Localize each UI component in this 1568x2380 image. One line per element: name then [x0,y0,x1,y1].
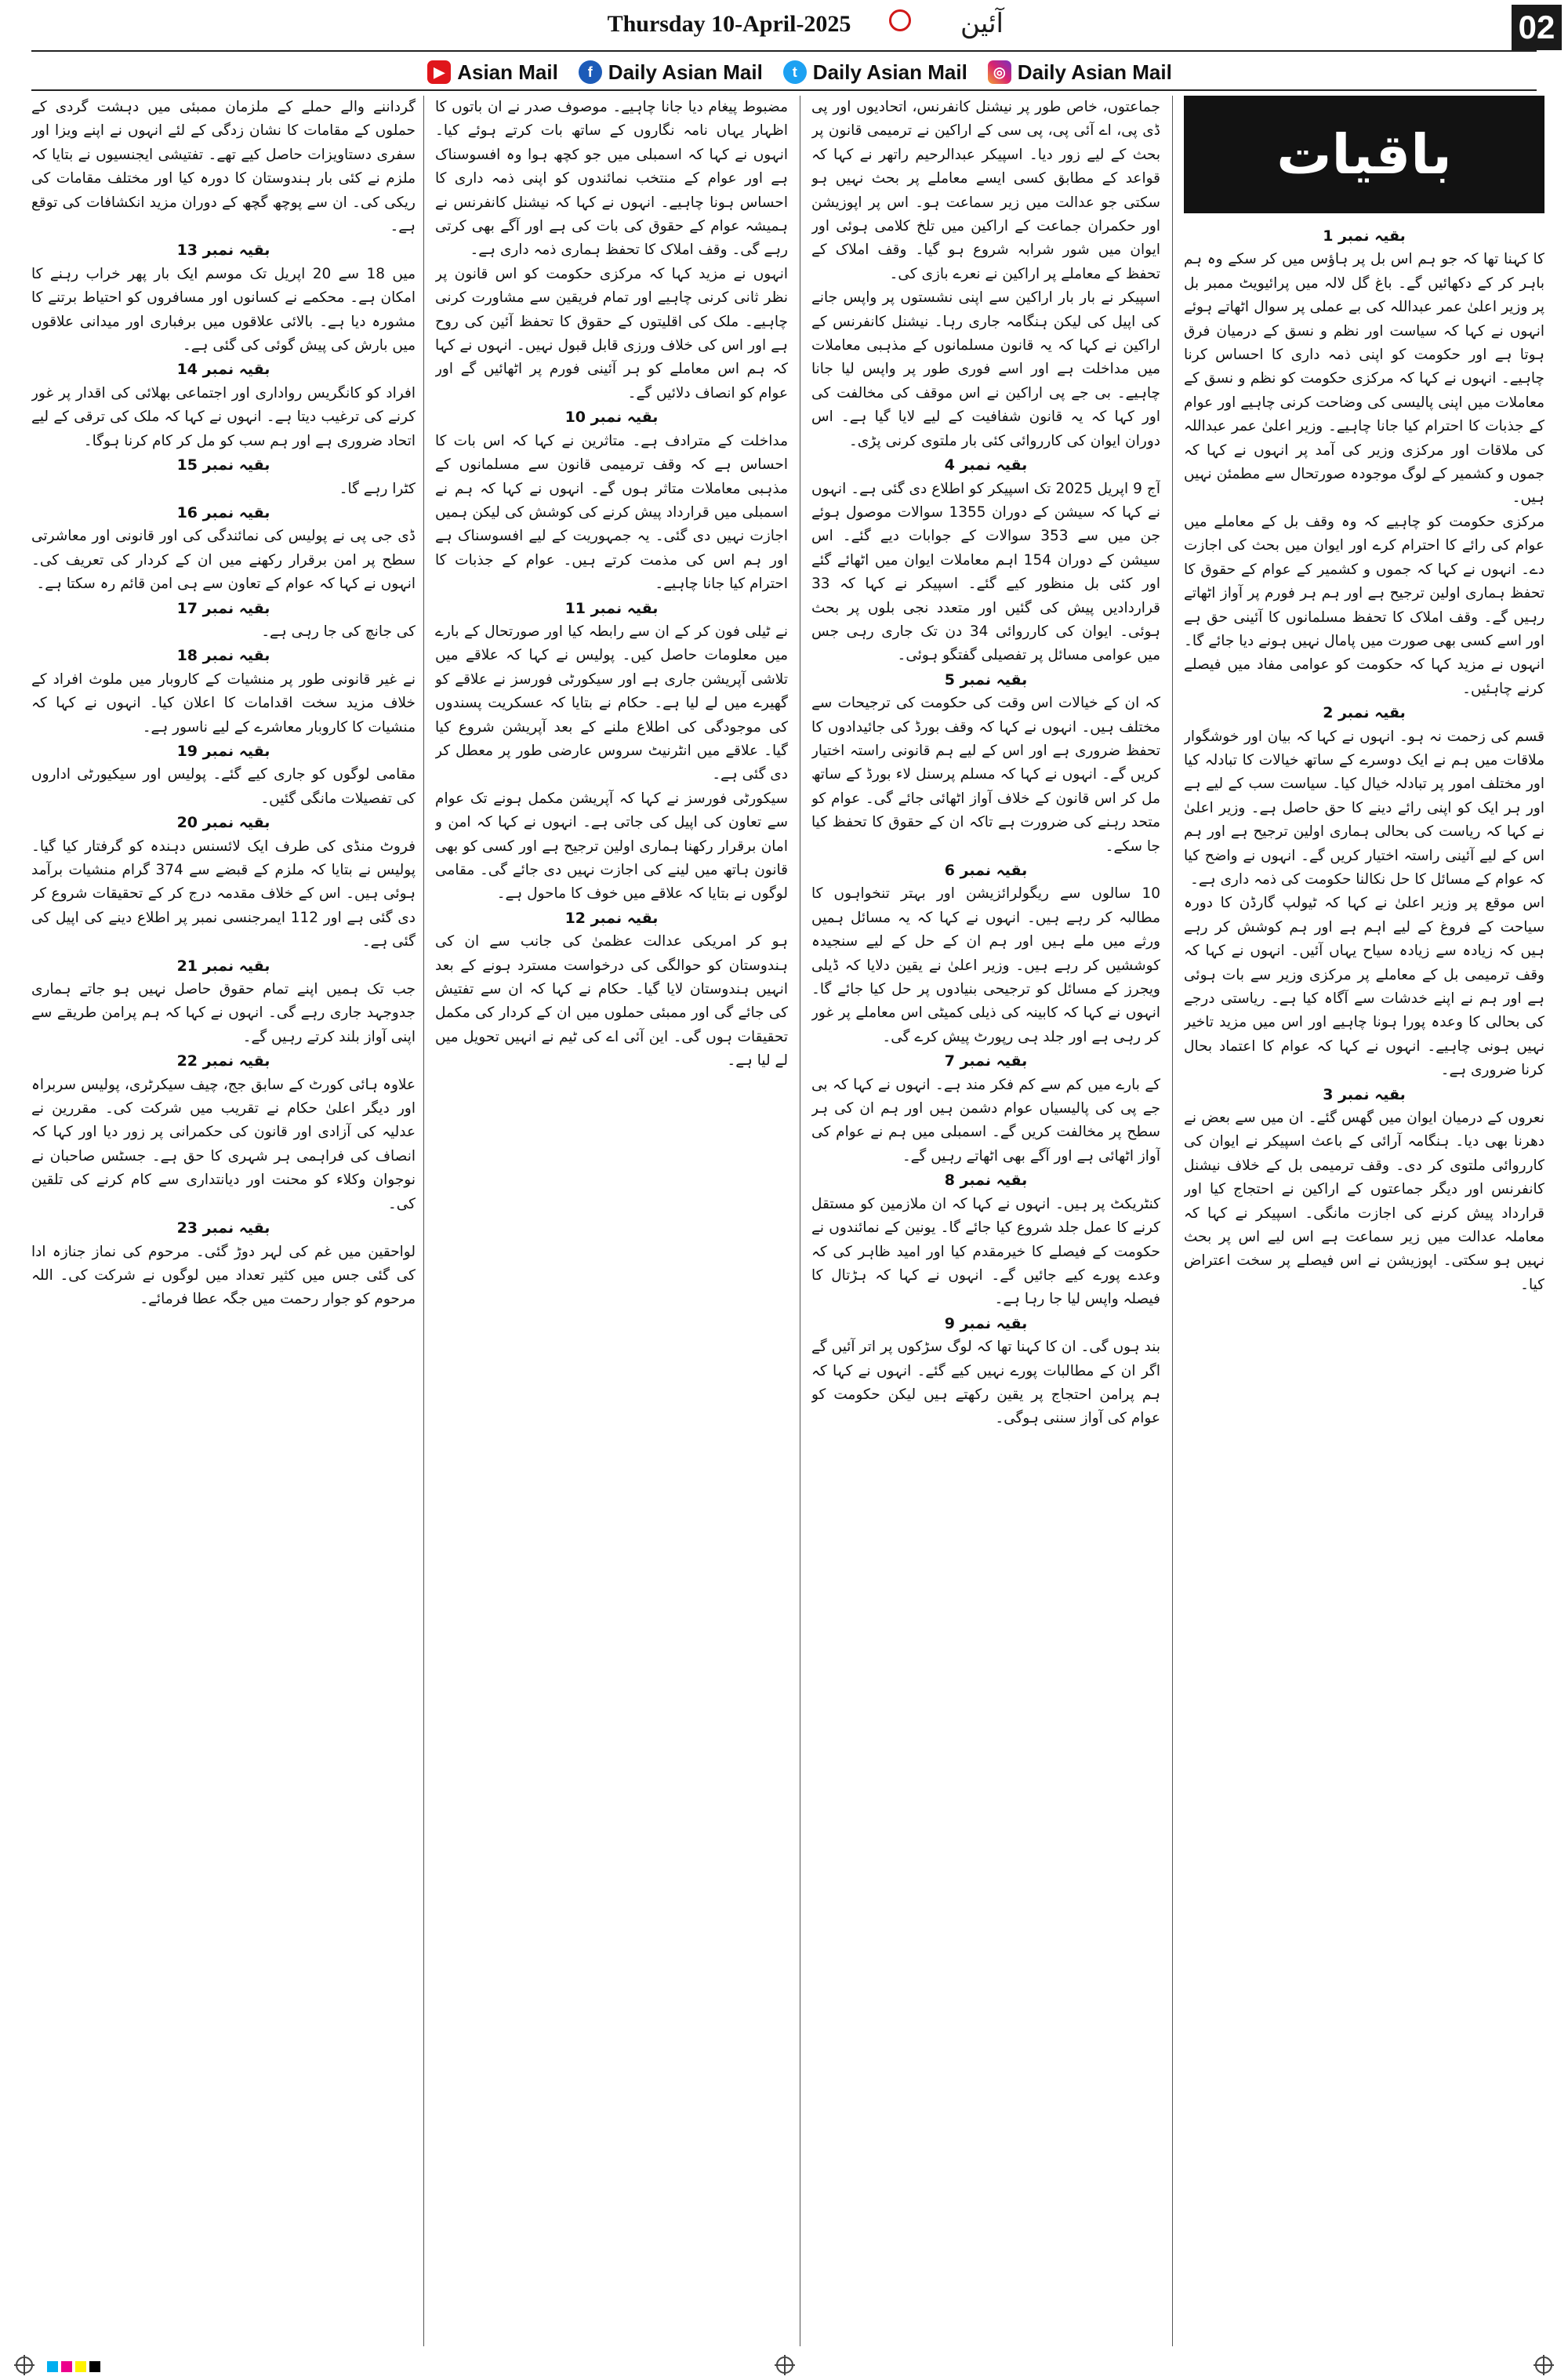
continuation-heading: بقیہ نمبر 5 [944,670,1028,689]
continuation-heading: بقیہ نمبر 17 [176,599,270,617]
column-3 [435,96,788,2346]
logo-text: آئین [960,8,1004,39]
newspaper-logo [870,5,1004,49]
article-paragraph: فروٹ منڈی کی طرف ایک لائسنس دہندہ کو گرفتار کیا گیا۔ پولیس نے بتایا کہ ملزم کے قبضے سے 374 گرام منشیات برآمد ہوئی ہیں۔ اس کے خلاف مقدمہ درج کر کے تحقیقات شروع کر دی گئی ہے اور 112 ایمرجنسی نمبر پر اطلاع دینے کی اپیل کی گئی ہے۔ [31,838,416,950]
social-label: Daily Asian Mail [1017,60,1172,84]
continuation-heading: بقیہ نمبر 11 [564,599,659,617]
article-paragraph: کے بارے میں کم سے کم فکر مند ہے۔ انہوں نے کہا کہ بی جے پی کی پالیسیاں عوام دشمن ہیں اور ہم ان کی ہر سطح پر مخالفت کریں گے۔ اسمبلی میں ہم نے عوام کی آواز اٹھائی ہے اور آگے بھی اٹھاتے رہیں گے۔ [811,1076,1160,1165]
article-paragraph: جماعتوں، خاص طور پر نیشنل کانفرنس، اتحادیوں اور پی ڈی پی، اے آئی پی، پی سی کے اراکین نے ترمیمی قانون پر بحث کے لیے زور دیا۔ اسپیکر عبدالرحیم راتھر نے کہا کہ قواعد کے مطابق کسی ایسے معاملے پر بحث نہیں ہو سکتی جو عدالت میں زیر سماعت ہو۔ اس پر اپوزیشن اور حکمران جماعت کے اراکین میں تلخ کلامی ہوئی اور ایوان میں شور شرابہ شروع ہو گیا۔ وقف املاک کے تحفظ کے معاملے پر اراکین نے نعرے بازی کی۔ [811,99,1160,282]
article-paragraph: لواحقین میں غم کی لہر دوڑ گئی۔ مرحوم کی نماز جنازہ ادا کی گئی جس میں کثیر تعداد میں لوگوں نے شرکت کی۔ اللہ مرحوم کو جوار رحمت میں جگہ عطا فرمائے۔ [31,1243,416,1308]
continuation-heading: بقیہ نمبر 16 [176,503,270,521]
continuation-heading: بقیہ نمبر 14 [176,361,270,379]
social-label: Daily Asian Mail [608,60,763,84]
article-paragraph: نے ٹیلی فون کر کے ان سے رابطہ کیا اور صورتحال کے بارے میں معلومات حاصل کیں۔ پولیس نے کہا کہ علاقے میں تلاشی آپریشن جاری ہے اور سیکورٹی فورسز نے علاقے کو گھیرے میں لے لیا ہے۔ حکام نے بتایا کہ عسکریت پسندوں کی موجودگی کی اطلاع ملنے کے بعد آپریشن شروع کیا گیا۔ علاقے میں انٹرنیٹ سروس عارضی طور پر معطل کر دی گئی ہے۔ [435,623,788,783]
social-instagram[interactable] [988,60,1172,85]
header-rule [31,50,1537,52]
continuation-heading: بقیہ نمبر 13 [176,242,270,260]
continuation-heading: بقیہ نمبر 9 [944,1314,1028,1332]
column-1 [1184,96,1544,2346]
color-bar [47,2361,100,2372]
registration-mark-icon [16,2356,33,2374]
continuation-heading: بقیہ نمبر 2 [1323,704,1406,722]
page-header [0,0,1568,93]
section-banner: باقیات [1184,96,1544,213]
article-paragraph: مضبوط پیغام دیا جانا چاہیے۔ موصوف صدر نے ان باتوں کا اظہار یہاں نامہ نگاروں کے ساتھ بات کرتے ہوئے کیا۔ انہوں نے کہا کہ اسمبلی میں جو کچھ ہوا وہ افسوسناک ہے اور عوام کے منتخب نمائندوں کو اپنی ذمہ داری کا احساس ہونا چاہیے۔ انہوں نے کہا کہ نیشنل کانفرنس نے ہمیشہ عوام کے حقوق کی بات کی ہے اور آگے بھی کرتی رہے گی۔ وقف املاک کا تحفظ ہماری ذمہ داری ہے۔ [435,99,788,259]
article-paragraph: آج 9 اپریل 2025 تک اسپیکر کو اطلاع دی گئی ہے۔ انہوں نے کہا کہ سیشن کے دوران 1355 سوالات موصول ہوئے جن میں سے 353 سوالات کے جوابات دیے گئے۔ اس سیشن کے دوران 154 اہم معاملات ایوان میں اٹھائے گئے اور کئی بل منظور کیے گئے۔ اسپیکر نے کہا کہ 33 قراردادیں پیش کی گئیں اور متعدد نجی بلوں پر بحث ہوئی۔ ایوان کی کارروائی 34 دن تک جاری رہی جس میں عوامی مسائل پر تفصیلی گفتگو ہوئی۔ [811,480,1160,664]
article-paragraph: افراد کو کانگریس رواداری اور اجتماعی بھلائی کی اقدار پر غور کرنے کی ترغیب دیتا ہے۔ انہوں نے کہا کہ ملک کی ترقی کے لیے اتحاد ضروری ہے اور ہم سب کو مل کر کام کرنا ہوگا۔ [31,384,416,449]
continuation-heading: بقیہ نمبر 7 [944,1052,1028,1070]
column-4 [31,96,416,2346]
continuation-heading: بقیہ نمبر 23 [176,1219,270,1237]
facebook-icon: f [579,60,602,84]
logo-sun-icon [889,9,911,31]
social-youtube[interactable] [427,60,558,85]
article-columns [31,96,1544,2346]
column-2 [811,96,1160,2346]
continuation-heading: بقیہ نمبر 10 [564,409,659,427]
continuation-heading: بقیہ نمبر 21 [176,957,270,975]
article-paragraph: اسپیکر نے بار بار اراکین سے اپنی نشستوں پر واپس جانے کی اپیل کی لیکن ہنگامہ جاری رہا۔ نیشنل کانفرنس کے اراکین نے کہا کہ یہ قانون مسلمانوں کے مذہبی معاملات میں مداخلت ہے اور اسے فوری طور پر واپس لیا جانا چاہیے۔ بی جے پی اراکین نے اس موقف کی مخالفت کی اور کہا کہ یہ قانون شفافیت کے لیے لایا گیا ہے۔ اس دوران ایوان کی کارروائی کئی بار ملتوی کرنی پڑی۔ [811,289,1160,449]
social-label: Asian Mail [457,60,558,84]
column-divider [423,96,424,2346]
article-paragraph: قسم کی زحمت نہ ہو۔ انہوں نے کہا کہ بیان اور خوشگوار ملاقات میں ہم نے ایک دوسرے کے ساتھ خیالات کا تبادلہ کیا اور مختلف امور پر تبادلہ خیال کیا۔ سیاست سب کے لیے ہے اور ہر ایک کو اپنی رائے دینے کا حق حاصل ہے۔ وزیر اعلیٰ نے کہا کہ ریاست کی بحالی ہماری اولین ترجیح ہے اور ہم اس کے لیے آئینی راستہ اختیار کریں گے۔ انہوں نے واضح کیا کہ عوام کے مسائل کا حل نکالنا حکومت کی ذمہ داری ہے۔ [1184,728,1544,888]
article-paragraph: ہو کر امریکی عدالت عظمیٰ کی جانب سے ان کی ہندوستان کو حوالگی کی درخواست مسترد ہونے کے بعد انہیں ہندوستان لایا گیا۔ حکام نے کہا کہ ان سے تفتیش کی جائے گی اور ممبئی حملوں میں ان کے کردار کی مکمل تحقیقات ہوں گی۔ این آئی اے کی ٹیم نے انہیں تحویل میں لے لیا ہے۔ [435,933,788,1070]
column-divider [1172,96,1173,2346]
article-paragraph: کنٹریکٹ پر ہیں۔ انہوں نے کہا کہ ان ملازمین کو مستقل کرنے کا عمل جلد شروع کیا جائے گا۔ یونین کے نمائندوں نے حکومت کے فیصلے کا خیرمقدم کیا اور امید ظاہر کی کہ وعدے پورے کیے جائیں گے۔ انہوں نے کہا کہ ہڑتال کا فیصلہ واپس لیا جا رہا ہے۔ [811,1195,1160,1308]
registration-mark-icon [1535,2356,1552,2374]
article-paragraph: اس موقع پر وزیر اعلیٰ نے کہا کہ ٹیولپ گارڈن کا دورہ سیاحت کے فروغ کے لیے اہم ہے اور ہم کوشش کر رہے ہیں کہ زیادہ سے زیادہ سیاح یہاں آئیں۔ انہوں نے کہا کہ وقف ترمیمی بل کے معاملے پر مرکزی وزیر سے بات ہوئی ہے اور ہم نے اپنے خدشات سے آگاہ کیا ہے۔ ریاستی درجے کی بحالی کا وعدہ پورا ہونا چاہیے اور اس میں مزید تاخیر نہیں ہونی چاہیے۔ انہوں نے کہا کہ عوام کا اعتماد بحال کرنا ضروری ہے۔ [1184,895,1544,1079]
continuation-heading: بقیہ نمبر 12 [564,909,659,927]
continuation-heading: بقیہ نمبر 22 [176,1052,270,1070]
social-facebook[interactable] [579,60,763,85]
continuation-heading: بقیہ نمبر 8 [944,1172,1028,1190]
continuation-heading: بقیہ نمبر 18 [176,647,270,665]
twitter-icon: t [783,60,807,84]
continuation-heading: بقیہ نمبر 6 [944,862,1028,879]
article-paragraph: میں 18 سے 20 اپریل تک موسم ایک بار پھر خراب رہنے کا امکان ہے۔ محکمے نے کسانوں اور مسافروں کو احتیاط برتنے کا مشورہ دیا ہے۔ بالائی علاقوں میں برفباری اور میدانی علاقوں میں بارش کی پیش گوئی کی گئی ہے۔ [31,265,416,354]
article-paragraph: سیکورٹی فورسز نے کہا کہ آپریشن مکمل ہونے تک عوام سے تعاون کی اپیل کی جاتی ہے۔ انہوں نے کہا کہ امن و امان برقرار رکھنا ہماری اولین ترجیح ہے اور کسی کو بھی قانون ہاتھ میں لینے کی اجازت نہیں دی جائے گی۔ مقامی لوگوں نے بتایا کہ علاقے میں خوف کا ماحول ہے۔ [435,790,788,903]
article-paragraph: علاوہ ہائی کورٹ کے سابق جج، چیف سیکرٹری، پولیس سربراہ اور دیگر اعلیٰ حکام نے تقریب میں شرکت کی۔ مقررین نے عدلیہ کی آزادی اور قانون کی حکمرانی پر زور دیا اور کہا کہ انصاف کی فراہمی ہر شہری کا حق ہے۔ جسٹس صاحبان نے نوجوان وکلاء کو محنت اور دیانتداری سے کام کرنے کی تلقین کی۔ [31,1076,416,1212]
article-paragraph: جب تک ہمیں اپنے تمام حقوق حاصل نہیں ہو جاتے ہماری جدوجہد جاری رہے گی۔ انہوں نے کہا کہ ہم پرامن طریقے سے اپنی آواز بلند کرتے رہیں گے۔ [31,981,416,1045]
article-paragraph: کٹرا رہے گا۔ [339,480,416,497]
youtube-icon: ▶ [427,60,451,84]
continuation-heading: بقیہ نمبر 19 [176,742,270,760]
continuation-heading: بقیہ نمبر 4 [944,456,1028,474]
registration-mark-icon [776,2356,793,2374]
article-paragraph: کی جانچ کی جا رہی ہے۔ [261,623,416,640]
social-label: Daily Asian Mail [812,60,967,84]
continuation-heading: بقیہ نمبر 20 [176,814,270,832]
instagram-icon: ◎ [988,60,1011,84]
continuation-heading: بقیہ نمبر 1 [1323,227,1406,245]
continuation-heading: بقیہ نمبر 3 [1323,1085,1406,1103]
article-paragraph: 10 سالوں سے ریگولرائزیشن اور بہتر تنخواہوں کا مطالبہ کر رہے ہیں۔ انہوں نے کہا کہ یہ مسائل ہمیں ورثے میں ملے ہیں اور ہم ان کے حل کے لیے سنجیدہ کوششیں کر رہے ہیں۔ وزیر اعلیٰ نے یقین دلایا کہ ڈیلی ویجرز کے مسائل کو ترجیحی بنیادوں پر حل کیا جائے گا۔ انہوں نے کہا کہ کابینہ کی ذیلی کمیٹی اس معاملے پر غور کر رہی ہے اور جلد ہی رپورٹ پیش کرے گی۔ [811,885,1160,1045]
issue-date: Thursday 10-April-2025 [607,11,851,37]
article-paragraph: مقامی لوگوں کو جاری کیے گئے۔ پولیس اور سیکیورٹی اداروں کی تفصیلات مانگی گئیں۔ [31,766,416,807]
page-number: 02 [1512,5,1562,50]
article-paragraph: گرداننے والے حملے کے ملزمان ممبئی میں دہشت گردی کے حملوں کے مقامات کا نشان زدگی کے لئے انہوں نے اپنے ویزا اور سفری دستاویزات حاصل کیے تھے۔ تفتیشی ایجنسیوں نے بتایا کہ ملزم نے کئی بار ہندوستان کا دورہ کیا اور مختلف مقامات کی ریکی کی۔ ان سے پوچھ گچھ کے دوران مزید انکشافات کی توقع ہے۔ [31,99,416,235]
continuation-heading: بقیہ نمبر 15 [176,456,270,474]
social-twitter[interactable] [783,60,967,85]
article-paragraph: بند ہوں گی۔ ان کا کہنا تھا کہ لوگ سڑکوں پر اتر آئیں گے اگر ان کے مطالبات پورے نہیں کیے گئے۔ انہوں نے کہا کہ ہم پرامن احتجاج پر یقین رکھتے ہیں لیکن حکومت کو عوام کی آواز سننی ہوگی۔ [811,1339,1160,1427]
article-paragraph: نے غیر قانونی طور پر منشیات کے کاروبار میں ملوث افراد کے خلاف مزید سخت اقدامات کا اعلان کیا۔ انہوں نے کہا کہ منشیات کا کاروبار معاشرے کے لیے ناسور ہے۔ [31,670,416,736]
article-paragraph: ڈی جی پی نے پولیس کی نمائندگی کی اور قانونی اور معاشرتی سطح پر امن برقرار رکھنے میں ان کے کردار کی تعریف کی۔ انہوں نے کہا کہ عوام کے تعاون سے ہی امن قائم رہ سکتا ہے۔ [31,528,416,593]
social-bar [423,56,1176,88]
article-paragraph: انہوں نے مزید کہا کہ مرکزی حکومت کو اس قانون پر نظر ثانی کرنی چاہیے اور تمام فریقین سے مشاورت کرنی چاہیے۔ ملک کی اقلیتوں کے حقوق کا تحفظ آئین کی روح ہے اور اس کی خلاف ورزی قابل قبول نہیں۔ انہوں نے کہا کہ ہم اس معاملے کو ہر آئینی فورم پر اٹھائیں گے اور عوام کو انصاف دلائیں گے۔ [435,265,788,402]
article-paragraph: کا کہنا تھا کہ جو ہم اس بل پر ہاؤس میں کر سکے وہ ہم باہر کر کے دکھائیں گے۔ باغ گل لالہ میں پرائیویٹ ممبر بل پر وزیر اعلیٰ عمر عبداللہ کی بے عملی پر سوال اٹھاتے ہوئے انہوں نے کہا کہ سیاست اور نظم و نسق کے درمیان فرق ہوتا ہے اور حکومت کو اپنی ذمہ داری کا احساس کرنا چاہیے۔ انہوں نے کہا کہ مرکزی حکومت کو نظم و نسق کے معاملات میں اپنی پالیسی کی وضاحت کرنی چاہیے اور عوام کے جذبات کا احترام کیا جانا چاہیے۔ وزیر اعلیٰ عمر عبداللہ کی ملاقات اور مرکزی وزیر کی آمد پر انہوں نے کہا کہ جموں و کشمیر کے لوگ موجودہ صورتحال سے مطمئن نہیں ہیں۔ [1184,251,1544,507]
article-paragraph: نعروں کے درمیان ایوان میں گھس گئے۔ ان میں سے بعض نے دھرنا بھی دیا۔ ہنگامہ آرائی کے باعث اسپیکر نے ایوان کی کارروائی ملتوی کر دی۔ وقف ترمیمی بل کے خلاف نیشنل کانفرنس اور دیگر جماعتوں کے اراکین نے احتجاج کیا اور قرارداد پیش کرنے کی اجازت مانگی۔ اسپیکر نے کہا کہ معاملہ عدالت میں زیر سماعت ہے اس لیے اس پر بحث نہیں ہو سکتی۔ اپوزیشن نے اس فیصلے پر سخت اعتراض کیا۔ [1184,1110,1544,1293]
page-footer [0,2352,1568,2380]
article-paragraph: مرکزی حکومت کو چاہیے کہ وہ وقف بل کے معاملے میں عوام کی رائے کا احترام کرے اور ایوان میں بحث کی اجازت دے۔ انہوں نے کہا کہ جموں و کشمیر کے عوام کے حقوق کا تحفظ ہماری اولین ترجیح ہے اور ہم ہر فورم پر آواز اٹھاتے رہیں گے۔ وقف املاک کا تحفظ مسلمانوں کا آئینی حق ہے اور اسے کسی بھی صورت میں پامال نہیں ہونے دیا جائے گا۔ انہوں نے مزید کہا کہ حکومت کو عوامی مفاد میں فیصلے کرنے چاہئیں۔ [1184,513,1544,697]
header-bottom-rule [31,89,1537,91]
article-paragraph: کہ ان کے خیالات اس وقت کی حکومت کی ترجیحات سے مختلف ہیں۔ انہوں نے کہا کہ وقف بورڈ کی جائیدادوں کا تحفظ ضروری ہے اور اس کے لیے ہم قانونی راستہ اختیار کریں گے۔ انہوں نے کہا کہ مسلم پرسنل لاء بورڈ کے ساتھ مل کر اس قانون کے خلاف آواز اٹھائی جائے گی۔ عوام کو متحد رہنے کی ضرورت ہے تاکہ ان کے حقوق کا تحفظ کیا جا سکے۔ [811,695,1160,855]
article-paragraph: مداخلت کے مترادف ہے۔ متاثرین نے کہا کہ اس بات کا احساس ہے کہ وقف ترمیمی قانون سے مسلمانوں کے مذہبی معاملات متاثر ہوں گے۔ انہوں نے کہا کہ ہم نے اسمبلی میں قرارداد پیش کرنے کی کوشش کی لیکن ہمیں اجازت نہیں دی گئی۔ یہ جمہوریت کے لیے افسوسناک ہے اور ہم اس کی مذمت کرتے ہیں۔ عوام کے جذبات کا احترام کیا جانا چاہیے۔ [435,432,788,593]
